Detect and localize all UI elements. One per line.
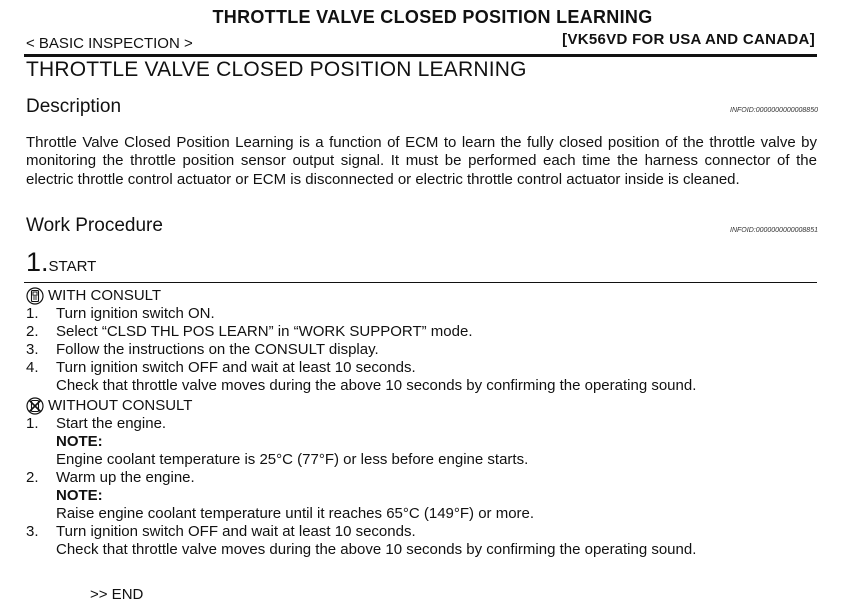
without-step-3-num: 3. bbox=[26, 523, 39, 540]
description-heading: Description bbox=[26, 96, 122, 117]
without-step-1-note: Engine coolant temperature is 25°C (77°F) or less before engine starts. bbox=[56, 451, 529, 468]
without-consult-header bbox=[26, 397, 192, 415]
section-title: THROTTLE VALVE CLOSED POSITION LEARNING bbox=[26, 58, 527, 81]
step-title bbox=[26, 247, 96, 278]
work-procedure-heading: Work Procedure bbox=[26, 215, 163, 236]
with-step-4-text: Turn ignition switch OFF and wait at least 10 seconds. bbox=[56, 359, 416, 376]
without-step-1-text: Start the engine. bbox=[56, 415, 167, 432]
with-step-3-text: Follow the instructions on the CONSULT display. bbox=[56, 341, 379, 358]
without-step-1-num: 1. bbox=[26, 415, 39, 432]
step-divider bbox=[24, 282, 817, 283]
with-step-1-num: 1. bbox=[26, 305, 39, 322]
description-infoid: INFOID:0000000000008850 bbox=[730, 107, 818, 114]
without-step-2-text: Warm up the engine. bbox=[56, 469, 195, 486]
without-step-2-num: 2. bbox=[26, 469, 39, 486]
step-number: 1. bbox=[26, 247, 49, 277]
with-consult-label: WITH CONSULT bbox=[48, 287, 162, 304]
with-step-2-num: 2. bbox=[26, 323, 39, 340]
without-step-3-text: Turn ignition switch OFF and wait at least 10 seconds. bbox=[56, 523, 416, 540]
with-step-4-sub: Check that throttle valve moves during the above 10 seconds by confirming the operating sound. bbox=[56, 377, 697, 394]
without-step-1-note-label: NOTE: bbox=[56, 433, 103, 450]
model-label: [VK56VD FOR USA AND CANADA] bbox=[562, 31, 815, 48]
work-procedure-infoid: INFOID:0000000000008851 bbox=[730, 227, 818, 234]
with-consult-header bbox=[26, 287, 161, 305]
with-step-4-num: 4. bbox=[26, 359, 39, 376]
step-label: START bbox=[48, 258, 97, 275]
header-divider bbox=[24, 54, 817, 57]
end-link[interactable]: >> END bbox=[90, 586, 144, 603]
consult-tool-icon bbox=[26, 287, 44, 305]
page-title: THROTTLE VALVE CLOSED POSITION LEARNING bbox=[212, 7, 653, 27]
with-step-3-num: 3. bbox=[26, 341, 39, 358]
without-step-3-sub: Check that throttle valve moves during the above 10 seconds by confirming the operating sound. bbox=[56, 541, 697, 558]
without-step-2-note-label: NOTE: bbox=[56, 487, 103, 504]
without-consult-label: WITHOUT CONSULT bbox=[48, 397, 193, 414]
with-step-1-text: Turn ignition switch ON. bbox=[56, 305, 215, 322]
with-step-2-text: Select “CLSD THL POS LEARN” in “WORK SUPPORT” mode. bbox=[56, 323, 473, 340]
breadcrumb: < BASIC INSPECTION > bbox=[26, 35, 193, 52]
description-text: Throttle Valve Closed Position Learning is a function of ECM to learn the fully closed position of the throttle valve by monitoring the throttle position sensor output signal. It must be performed each time the harness connector of the electric throttle control actuator or ECM is disconnected or electric throttle control actuator inside is cleaned. bbox=[26, 134, 817, 188]
no-consult-icon bbox=[26, 397, 44, 415]
without-step-2-note: Raise engine coolant temperature until it reaches 65°C (149°F) or more. bbox=[56, 505, 535, 522]
